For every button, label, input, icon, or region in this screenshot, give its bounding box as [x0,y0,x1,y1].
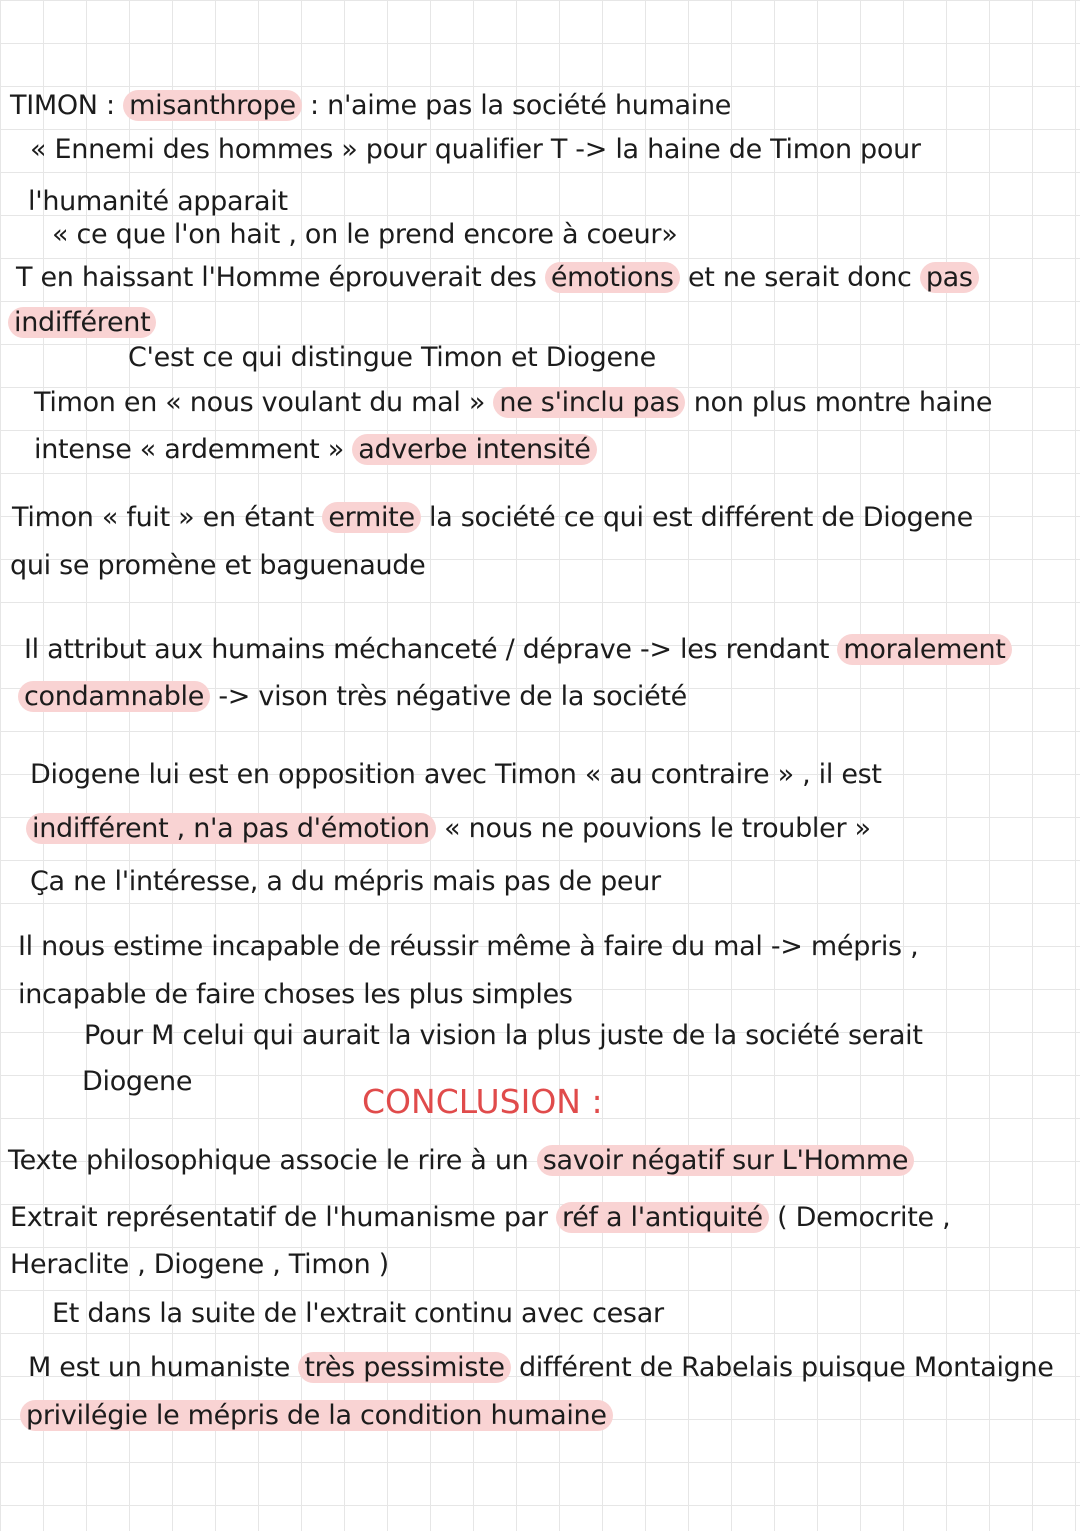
highlight-tres-pessimiste: très pessimiste [298,1352,510,1383]
note-line-22 [10,1198,950,1238]
note-line-3: l'humanité apparait [28,186,288,217]
highlight-indifferent-emotion: indifférent , n'a pas d'émotion [26,813,436,844]
note-line-24: Et dans la suite de l'extrait continu avec cesar [52,1298,664,1329]
highlight-condamnable: condamnable [18,681,210,712]
note-text: différent de Rabelais puisque Montaigne [510,1352,1054,1383]
note-line-4: « ce que l'on hait , on le prend encore à coeur» [52,219,678,250]
highlight-emotions: émotions [545,262,680,293]
note-line-1 [10,86,731,126]
note-line-12 [24,630,1012,670]
highlight-ref-antiquite: réf a l'antiquité [556,1202,769,1233]
note-text: TIMON : [10,90,124,121]
note-text: la société ce qui est différent de Diogene [420,502,973,533]
note-text: et ne serait donc [679,262,920,293]
note-text: « nous ne pouvions le troubler » [435,813,871,844]
highlight-ne-sinclu-pas: ne s'inclu pas [493,387,685,418]
note-text: intense « ardemment » [34,434,353,465]
note-line-15 [26,809,871,849]
highlight-mepris-condition: privilégie le mépris de la condition humaine [20,1400,613,1431]
note-line-8 [34,383,992,423]
highlight-ermite: ermite [322,502,420,533]
note-text: M est un humaniste [28,1352,299,1383]
note-text: Texte philosophique associe le rire à un [8,1145,537,1176]
note-text: Extrait représentatif de l'humanisme par [10,1202,556,1233]
note-line-21 [8,1141,914,1181]
note-text: -> vison très négative de la société [210,681,687,712]
note-line-17: Il nous estime incapable de réussir même à faire du mal -> mépris , [18,931,919,962]
highlight-savoir-negatif: savoir négatif sur L'Homme [537,1145,914,1176]
note-line-9 [34,430,597,470]
note-line-23: Heraclite , Diogene , Timon ) [10,1249,389,1280]
note-line-2: « Ennemi des hommes » pour qualifier T -> la haine de Timon pour [30,134,921,165]
highlight-pas: pas [920,262,979,293]
note-text: Il attribut aux humains méchanceté / déprave -> les rendant [24,634,838,665]
note-line-25 [28,1348,1054,1388]
note-text: ( Democrite , [768,1202,951,1233]
highlight-moralement: moralement [837,634,1011,665]
highlight-adverbe-intensite: adverbe intensité [352,434,596,465]
note-line-18: incapable de faire choses les plus simples [18,979,573,1010]
note-text: : n'aime pas la société humaine [301,90,732,121]
note-line-26 [20,1396,613,1436]
note-line-19: Pour M celui qui aurait la vision la plus juste de la société serait [84,1020,923,1051]
note-text: Timon en « nous voulant du mal » [34,387,494,418]
note-line-5 [16,258,979,298]
note-text: Timon « fuit » en étant [12,502,323,533]
note-line-13 [18,677,687,717]
conclusion-heading: CONCLUSION : [362,1082,603,1121]
note-text: T en haissant l'Homme éprouverait des [16,262,545,293]
note-line-7: C'est ce qui distingue Timon et Diogene [128,342,656,373]
note-line-10 [12,498,973,538]
note-line-6 [8,303,156,343]
note-text: non plus montre haine [685,387,993,418]
note-line-20: Diogene [82,1066,193,1097]
note-line-11: qui se promène et baguenaude [10,550,426,581]
highlight-indifferent: indifférent [8,307,156,338]
highlight-misanthrope: misanthrope [123,90,302,121]
note-line-16: Ça ne l'intéresse, a du mépris mais pas de peur [30,866,661,897]
note-line-14: Diogene lui est en opposition avec Timon « au contraire » , il est [30,759,882,790]
